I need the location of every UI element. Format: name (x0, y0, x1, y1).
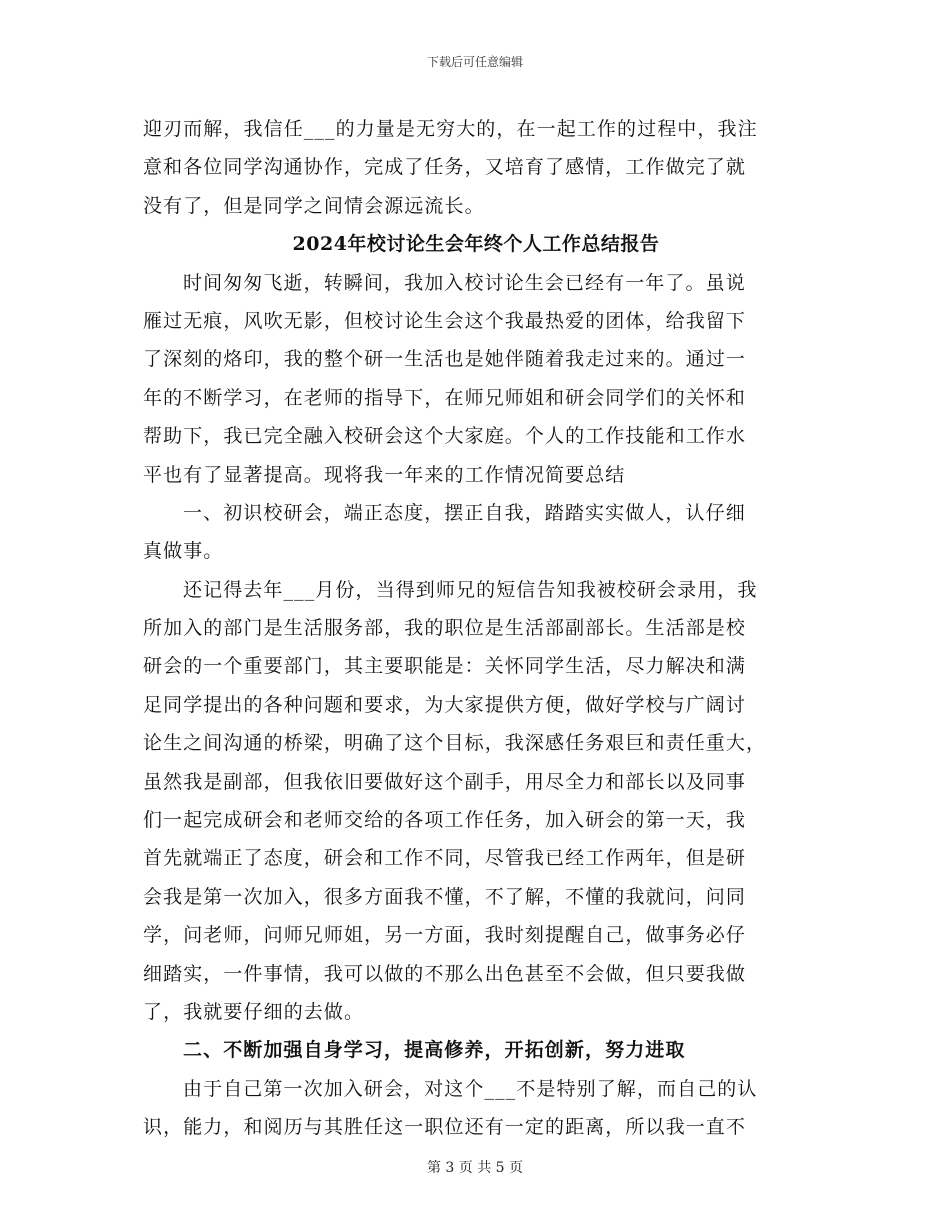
text-line: 虽然我是副部，但我依旧要做好这个副手，用尽全力和部长以及同事 (143, 770, 747, 793)
text-line: 学，问老师，问师兄师姐，另一方面，我时刻提醒自己，做事务必仔 (143, 924, 747, 947)
text-line: 首先就端正了态度，研会和工作不同，尽管我已经工作两年，但是研 (143, 847, 747, 870)
text-line: 迎刃而解，我信任___的力量是无穷大的，在一起工作的过程中，我注 (143, 118, 758, 140)
page-header-note: 下载后可任意编辑 (426, 55, 523, 69)
document-title: 2024年校讨论生会年终个人工作总结报告 (292, 233, 660, 256)
text-line: 研会的一个重要部门，其主要职能是：关怀同学生活，尽力解决和满 (143, 655, 747, 678)
text-line: 了深刻的烙印，我的整个研一生活也是她伴随着我走过来的。通过一 (143, 348, 747, 371)
text-line: 还记得去年___月份，当得到师兄的短信告知我被校研会录用，我 (183, 578, 758, 601)
text-line: 雁过无痕，风吹无影，但校讨论生会这个我最热爱的团体，给我留下 (143, 309, 747, 332)
text-line: 由于自己第一次加入研会，对这个___不是特别了解，而自己的认 (183, 1077, 758, 1100)
section-heading: 二、不断加强自身学习，提高修养，开拓创新，努力进取 (183, 1039, 686, 1062)
text-line: 了，我就要仔细的去做。 (143, 1000, 365, 1023)
text-line: 所加入的部门是生活服务部，我的职位是生活部副部长。生活部是校 (143, 617, 747, 640)
text-line: 会我是第一次加入，很多方面我不懂，不了解，不懂的我就问，问同 (143, 885, 747, 908)
text-line: 细踏实，一件事情，我可以做的不那么出色甚至不会做，但只要我做 (143, 962, 747, 985)
text-line: 论生之间沟通的桥梁，明确了这个目标，我深感任务艰巨和责任重大， (143, 732, 767, 755)
text-line: 一、初识校研会，端正态度，摆正自我，踏踏实实做人，认仔细 (183, 501, 746, 524)
text-line: 年的不断学习，在老师的指导下，在师兄师姐和研会同学们的关怀和 (143, 386, 747, 409)
page-number: 第 3 页 共 5 页 (426, 1160, 524, 1176)
text-line: 平也有了显著提高。现将我一年来的工作情况简要总结 (143, 463, 626, 486)
text-line: 们一起完成研会和老师交给的各项工作任务，加入研会的第一天，我 (143, 809, 747, 832)
text-line: 帮助下，我已完全融入校研会这个大家庭。个人的工作技能和工作水 (143, 425, 747, 448)
text-line: 真做事。 (143, 540, 224, 563)
text-line: 时间匆匆飞逝，转瞬间，我加入校讨论生会已经有一年了。虽说 (183, 271, 746, 294)
text-line: 没有了，但是同学之间情会源远流长。 (143, 194, 485, 217)
text-line: 识，能力，和阅历与其胜任这一职位还有一定的距离，所以我一直不 (143, 1116, 747, 1139)
document-body (143, 110, 809, 1147)
text-line: 意和各位同学沟通协作，完成了任务，又培育了感情，工作做完了就 (143, 156, 747, 179)
text-line: 足同学提出的各种问题和要求，为大家提供方便，做好学校与广阔讨 (143, 693, 747, 716)
